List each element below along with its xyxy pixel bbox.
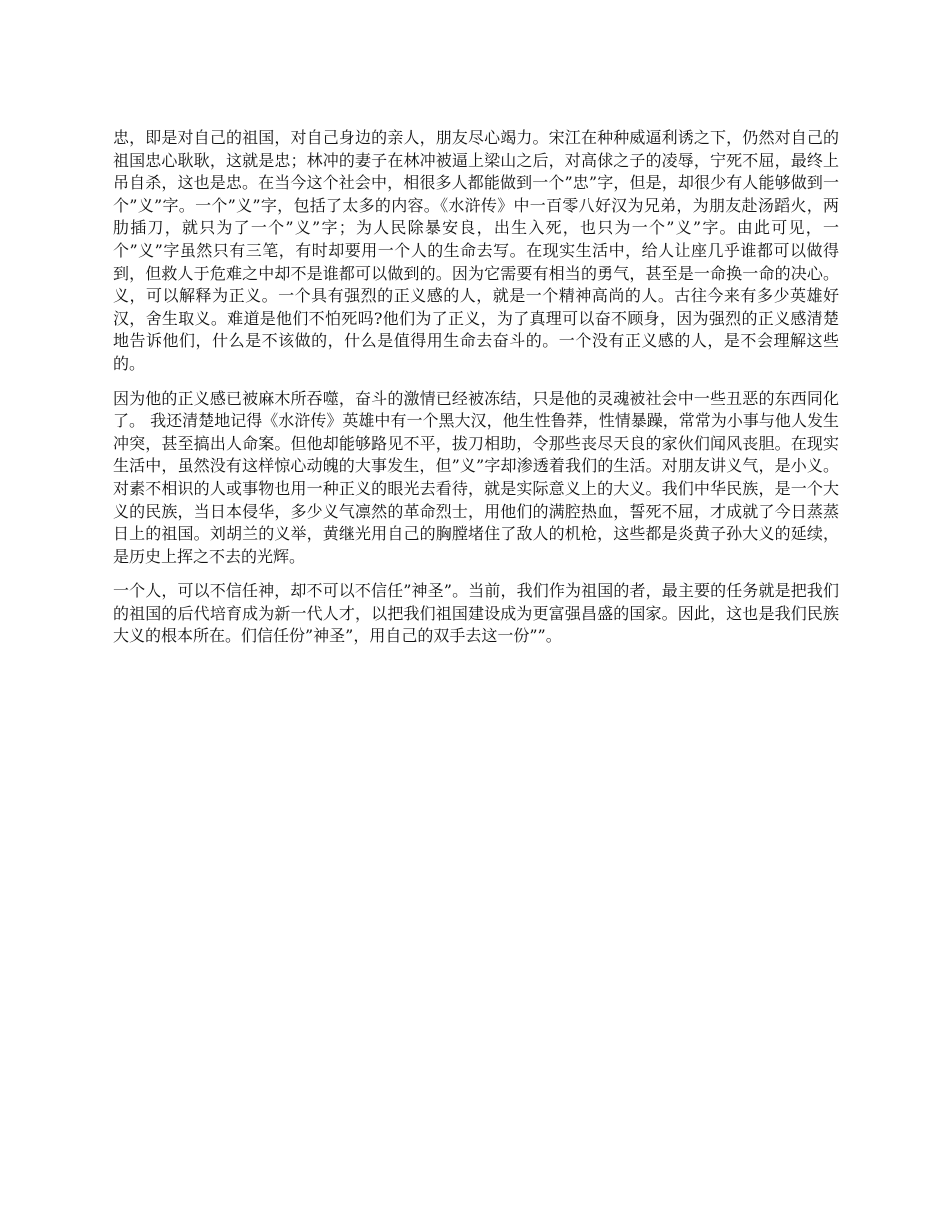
paragraph-1: 忠，即是对自己的祖国，对自己身边的亲人，朋友尽心竭力。宋江在种种威逼利诱之下，仍然对自己的祖国忠心耿耿，这就是忠；林冲的妻子在林冲被逼上梁山之后，对高俅之子的凌辱，宁死不屈，最终上吊自杀，这也是忠。在当今这个社会中，相很多人都能做到一个”忠”字，但是，却很少有人能够做到一个”义”字。一个”义”字，包括了太多的内容。《水浒传》中一百零八好汉为兄弟，为朋友赴汤蹈火，两肋插刀，就只为了一个”义”字；为人民除暴安良，出生入死，也只为一个”义”字。由此可见，一个”义”字虽然只有三笔，有时却要用一个人的生命去写。在现实生活中，给人让座几乎谁都可以做得到，但救人于危难之中却不是谁都可以做到的。因为它需要有相当的勇气，甚至是一命换一命的决心。义，可以解释为正义。一个具有强烈的正义感的人，就是一个精神高尚的人。古往今来有多少英雄好汉，舍生取义。难道是他们不怕死吗?他们为了正义，为了真理可以奋不顾身，因为强烈的正义感清楚地告诉他们，什么是不该做的，什么是值得用生命去奋斗的。一个没有正义感的人，是不会理解这些的。 <box>113 128 839 373</box>
document-body <box>113 127 839 660</box>
paragraph-3: 一个人，可以不信任神，却不可以不信任”神圣”。当前，我们作为祖国的者，最主要的任务就是把我们的祖国的后代培育成为新一代人才，以把我们祖国建设成为更富强昌盛的国家。因此，这也是我们民族大义的根本所在。们信任份”神圣”，用自己的双手去这一份””。 <box>113 581 839 646</box>
paragraph-2: 因为他的正义感已被麻木所吞噬，奋斗的激情已经被冻结，只是他的灵魂被社会中一些丑恶的东西同化了。 我还清楚地记得《水浒传》英雄中有一个黑大汉，他生性鲁莽，性情暴躁，常常为小事与他人发生冲突，甚至搞出人命案。但他却能够路见不平，拔刀相助，令那些丧尽天良的家伙们闻风丧胆。在现实生活中，虽然没有这样惊心动魄的大事发生，但”义”字却渗透着我们的生活。对朋友讲义气，是小义。对素不相识的人或事物也用一种正义的眼光去看待，就是实际意义上的大义。我们中华民族，是一个大义的民族，当日本侵华，多少义气凛然的革命烈士，用他们的满腔热血，誓死不屈，才成就了今日蒸蒸日上的祖国。刘胡兰的义举，黄继光用自己的胸膛堵住了敌人的机枪，这些都是炎黄子孙大义的延续，是历史上挥之不去的光辉。 <box>113 388 839 566</box>
